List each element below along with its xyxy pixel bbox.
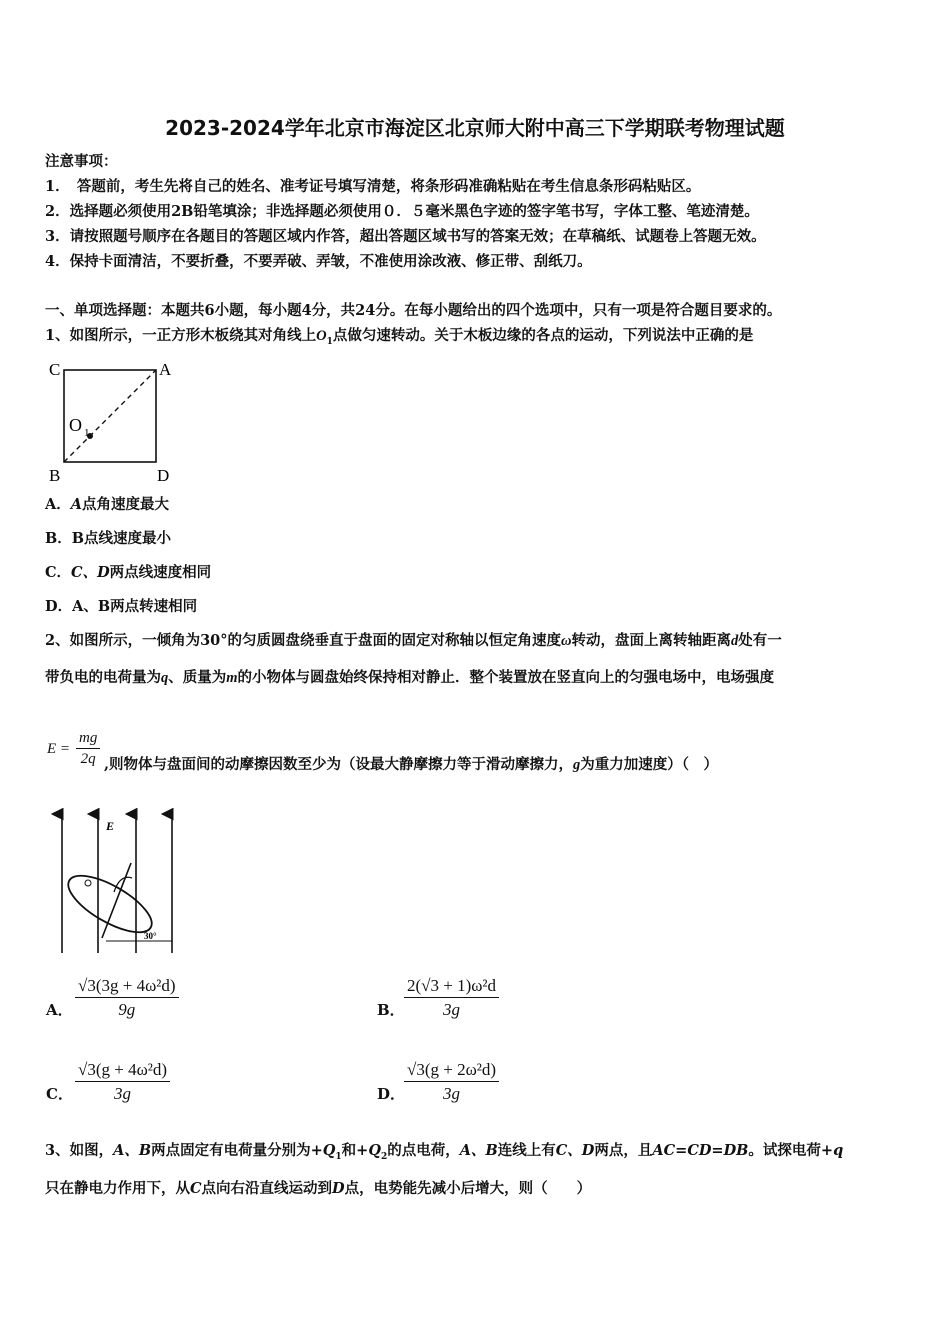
notice-item-4: 4．保持卡面清洁，不要折叠，不要弄破、弄皱，不准使用涂改液、修正带、刮纸刀。 xyxy=(45,253,592,270)
q2-stem-line1: 2、如图所示，一倾角为30°的匀质圆盘绕垂直于盘面的固定对称轴以恒定角速度ω转动，盘面上离转轴距离d处有一 xyxy=(45,632,782,649)
label-e: E xyxy=(106,819,115,833)
q2-option-a-fraction[interactable]: $\frac{\text{√3(3g + 4ω²d)}}{9g}$ xyxy=(75,976,179,1020)
q2-disk-figure xyxy=(48,808,188,956)
charged-object xyxy=(85,880,91,886)
label-b: B xyxy=(49,466,61,485)
e-formula-denominator: 2q xyxy=(80,751,96,767)
q2-option-b-fraction[interactable]: $\frac{\text{2(√3 + 1)ω²d}}{3g}$ xyxy=(404,976,499,1020)
q1-option-c[interactable]: C．C、D两点线速度相同 xyxy=(45,564,212,581)
q1-option-d[interactable]: D．A、B两点转速相同 xyxy=(45,598,198,615)
e-formula-fraction xyxy=(76,730,100,768)
q2-option-d-fraction[interactable]: $\frac{\text{√3(g + 2ω²d)}}{3g}$ xyxy=(404,1060,499,1104)
q2-option-a-label[interactable]: A． xyxy=(46,1001,73,1019)
label-o-sub: 1 xyxy=(84,427,90,439)
q2-option-c-label[interactable]: C． xyxy=(46,1085,73,1103)
notice-item-1: 1． 答题前，考生先将自己的姓名、准考证号填写清楚，将条形码准确粘贴在考生信息条形码粘贴区。 xyxy=(45,178,701,195)
q1-option-a[interactable]: A．A点角速度最大 xyxy=(45,496,170,513)
page-title: 2023-2024学年北京市海淀区北京师大附中高三下学期联考物理试题 xyxy=(165,116,785,140)
label-o: O xyxy=(69,415,82,435)
label-d: D xyxy=(157,466,170,485)
notice-heading: 注意事项： xyxy=(45,153,118,170)
label-c: C xyxy=(49,360,61,379)
label-angle: 30° xyxy=(144,931,157,941)
section-heading: 一、单项选择题：本题共6小题，每小题4分，共24分。在每小题给出的四个选项中，只有一项是符合题目要求的。 xyxy=(45,302,782,319)
q3-stem-line1: 3、如图，A、B两点固定有电荷量分别为$+Q_1$和$+Q_2$的点电荷，A、B连线上有C、D两点，且AC=CD=DB。试探电荷+q xyxy=(45,1142,844,1162)
q2-option-b-label[interactable]: B． xyxy=(377,1001,405,1019)
q2-option-c-fraction[interactable]: $\frac{\text{√3(g + 4ω²d)}}{3g}$ xyxy=(75,1060,170,1104)
q1-square-figure xyxy=(45,355,185,485)
q3-stem-line2: 只在静电力作用下，从C点向右沿直线运动到D点，电势能先减小后增大，则（ ） xyxy=(45,1180,592,1197)
q1-stem: 1、如图所示，一正方形木板绕其对角线上$O_1$点做匀速转动。关于木板边缘的各点的运动，下列说法中正确的是 xyxy=(45,327,754,347)
q2-stem-line2: 带负电的电荷量为q、质量为m的小物体与圆盘始终保持相对静止．整个装置放在竖直向上的匀强电场中，电场强度 xyxy=(45,669,775,686)
notice-item-2: 2．选择题必须使用2B铅笔填涂；非选择题必须使用０．５毫米黑色字迹的签字笔书写，字体工整、笔迹清楚。 xyxy=(45,203,759,220)
q1-option-b[interactable]: B．B点线速度最小 xyxy=(45,530,172,547)
q2-stem-line3: ,则物体与盘面间的动摩擦因数至少为（设最大静摩擦力等于滑动摩擦力，g为重力加速度）（ ） xyxy=(104,756,719,773)
notice-item-3: 3．请按照题号顺序在各题目的答题区域内作答，超出答题区域书写的答案无效；在草稿纸、试题卷上答题无效。 xyxy=(45,228,766,245)
label-a: A xyxy=(159,360,172,379)
e-formula-numerator: mg xyxy=(76,730,100,749)
e-formula-lhs: E = xyxy=(47,741,71,757)
q2-option-d-label[interactable]: D． xyxy=(377,1085,406,1103)
